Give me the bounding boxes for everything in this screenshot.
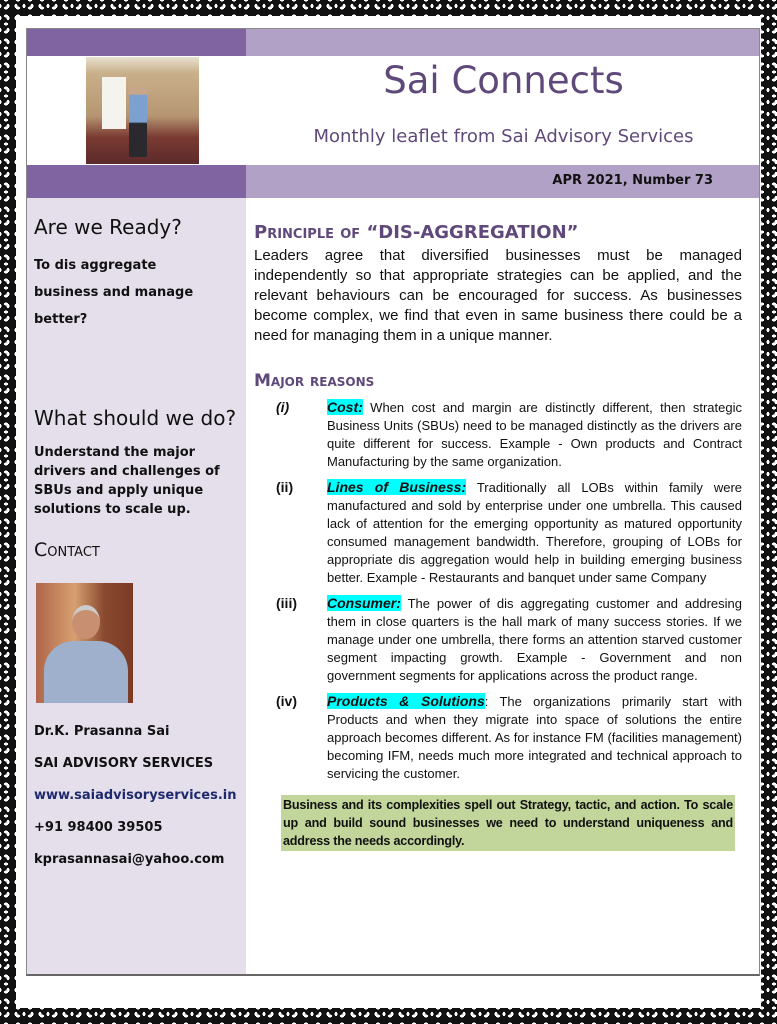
website-link[interactable]: www.saiadvisoryservices.in [34,788,237,803]
speaker-photo [86,57,199,164]
author-photo [36,583,133,703]
reason-item [276,398,742,471]
reason-text: Traditionally all LOBs within family were manufactured and sold by enterprise under one umbrella. This caused lack of attention for the emerging opportunity as matured opportunity consumed management bandwidth. Therefore, grouping of LOBs for appropriate dis aggregation would help in building emerging business better. Example - Restaurants and banquet under same Company [327,480,742,585]
reason-item [276,594,742,685]
reason-number: (i) [276,399,290,415]
main-content [246,198,760,851]
sidebar-heading-do: What should we do? [34,406,237,430]
reason-key: Cost: [327,399,363,415]
phone-number: +91 98400 39505 [34,820,163,835]
sidebar-text-do: Understand the major drivers and challenges of SBUs and apply unique solutions to scale up. [34,445,220,517]
sidebar-text-ready: To dis aggregate business and manage better? [34,258,194,327]
reason-text: : The organizations primarily start with Products and when they migrate into space of solutions the entire approach becomes different. As for instance FM (facilities management) becoming IFM, needs much more integrated and technical approach to servicing the customer. [327,694,742,781]
conclusion-box: Business and its complexities spell out Strategy, tactic, and action. To scale up and build sound businesses we need to understand uniqueness and address the needs accordingly. [281,795,735,851]
contact-heading: Contact [34,539,100,561]
newsletter [26,28,760,976]
reason-number: (iv) [276,693,297,709]
company-name: SAI ADVISORY SERVICES [34,756,214,771]
article-heading: Principle of “DIS-AGGREGATION” [254,222,579,243]
email-link[interactable]: kprasannasai@yahoo.com [34,852,225,867]
reason-key: Consumer: [327,595,401,611]
top-band [27,29,759,56]
author-name: Dr.K. Prasanna Sai [34,724,170,739]
intro-paragraph: Leaders agree that diversified businesses must be managed independently so that appropriate strategies can be applied, and the relevant behaviours can be encouraged for success. As businesses become complex, we find that even in same business there could be a need for managing them in a unique manner. [254,247,742,344]
reason-item [276,478,742,587]
sidebar [27,198,246,975]
reason-text: When cost and margin are distinctly different, then strategic Business Units (SBUs) need to be managed distinctly as the drivers are quite different for success. Example - Own products and Contract Manufacturing by the same organization. [327,400,742,469]
issue-band [27,165,759,198]
reason-item [276,692,742,783]
sidebar-heading-ready: Are we Ready? [34,215,182,239]
reason-key: Products & Solutions [327,693,485,709]
reason-number: (iii) [276,595,297,611]
reasons-heading: Major reasons [254,371,375,391]
newsletter-title: Sai Connects [383,59,624,102]
reasons-list [254,398,742,783]
reason-text: The power of dis aggregating customer and addresing them in close quarters is the hall mark of many success stories. If we manage under one umbrella, there forms an attention starved customer segment impacting growth. Example - Government and non government segments for applications across the product range. [327,596,742,683]
newsletter-subtitle: Monthly leaflet from Sai Advisory Services [313,126,694,147]
issue-info: APR 2021, Number 73 [552,173,713,188]
reason-key: Lines of Business: [327,479,467,495]
reason-number: (ii) [276,479,294,495]
